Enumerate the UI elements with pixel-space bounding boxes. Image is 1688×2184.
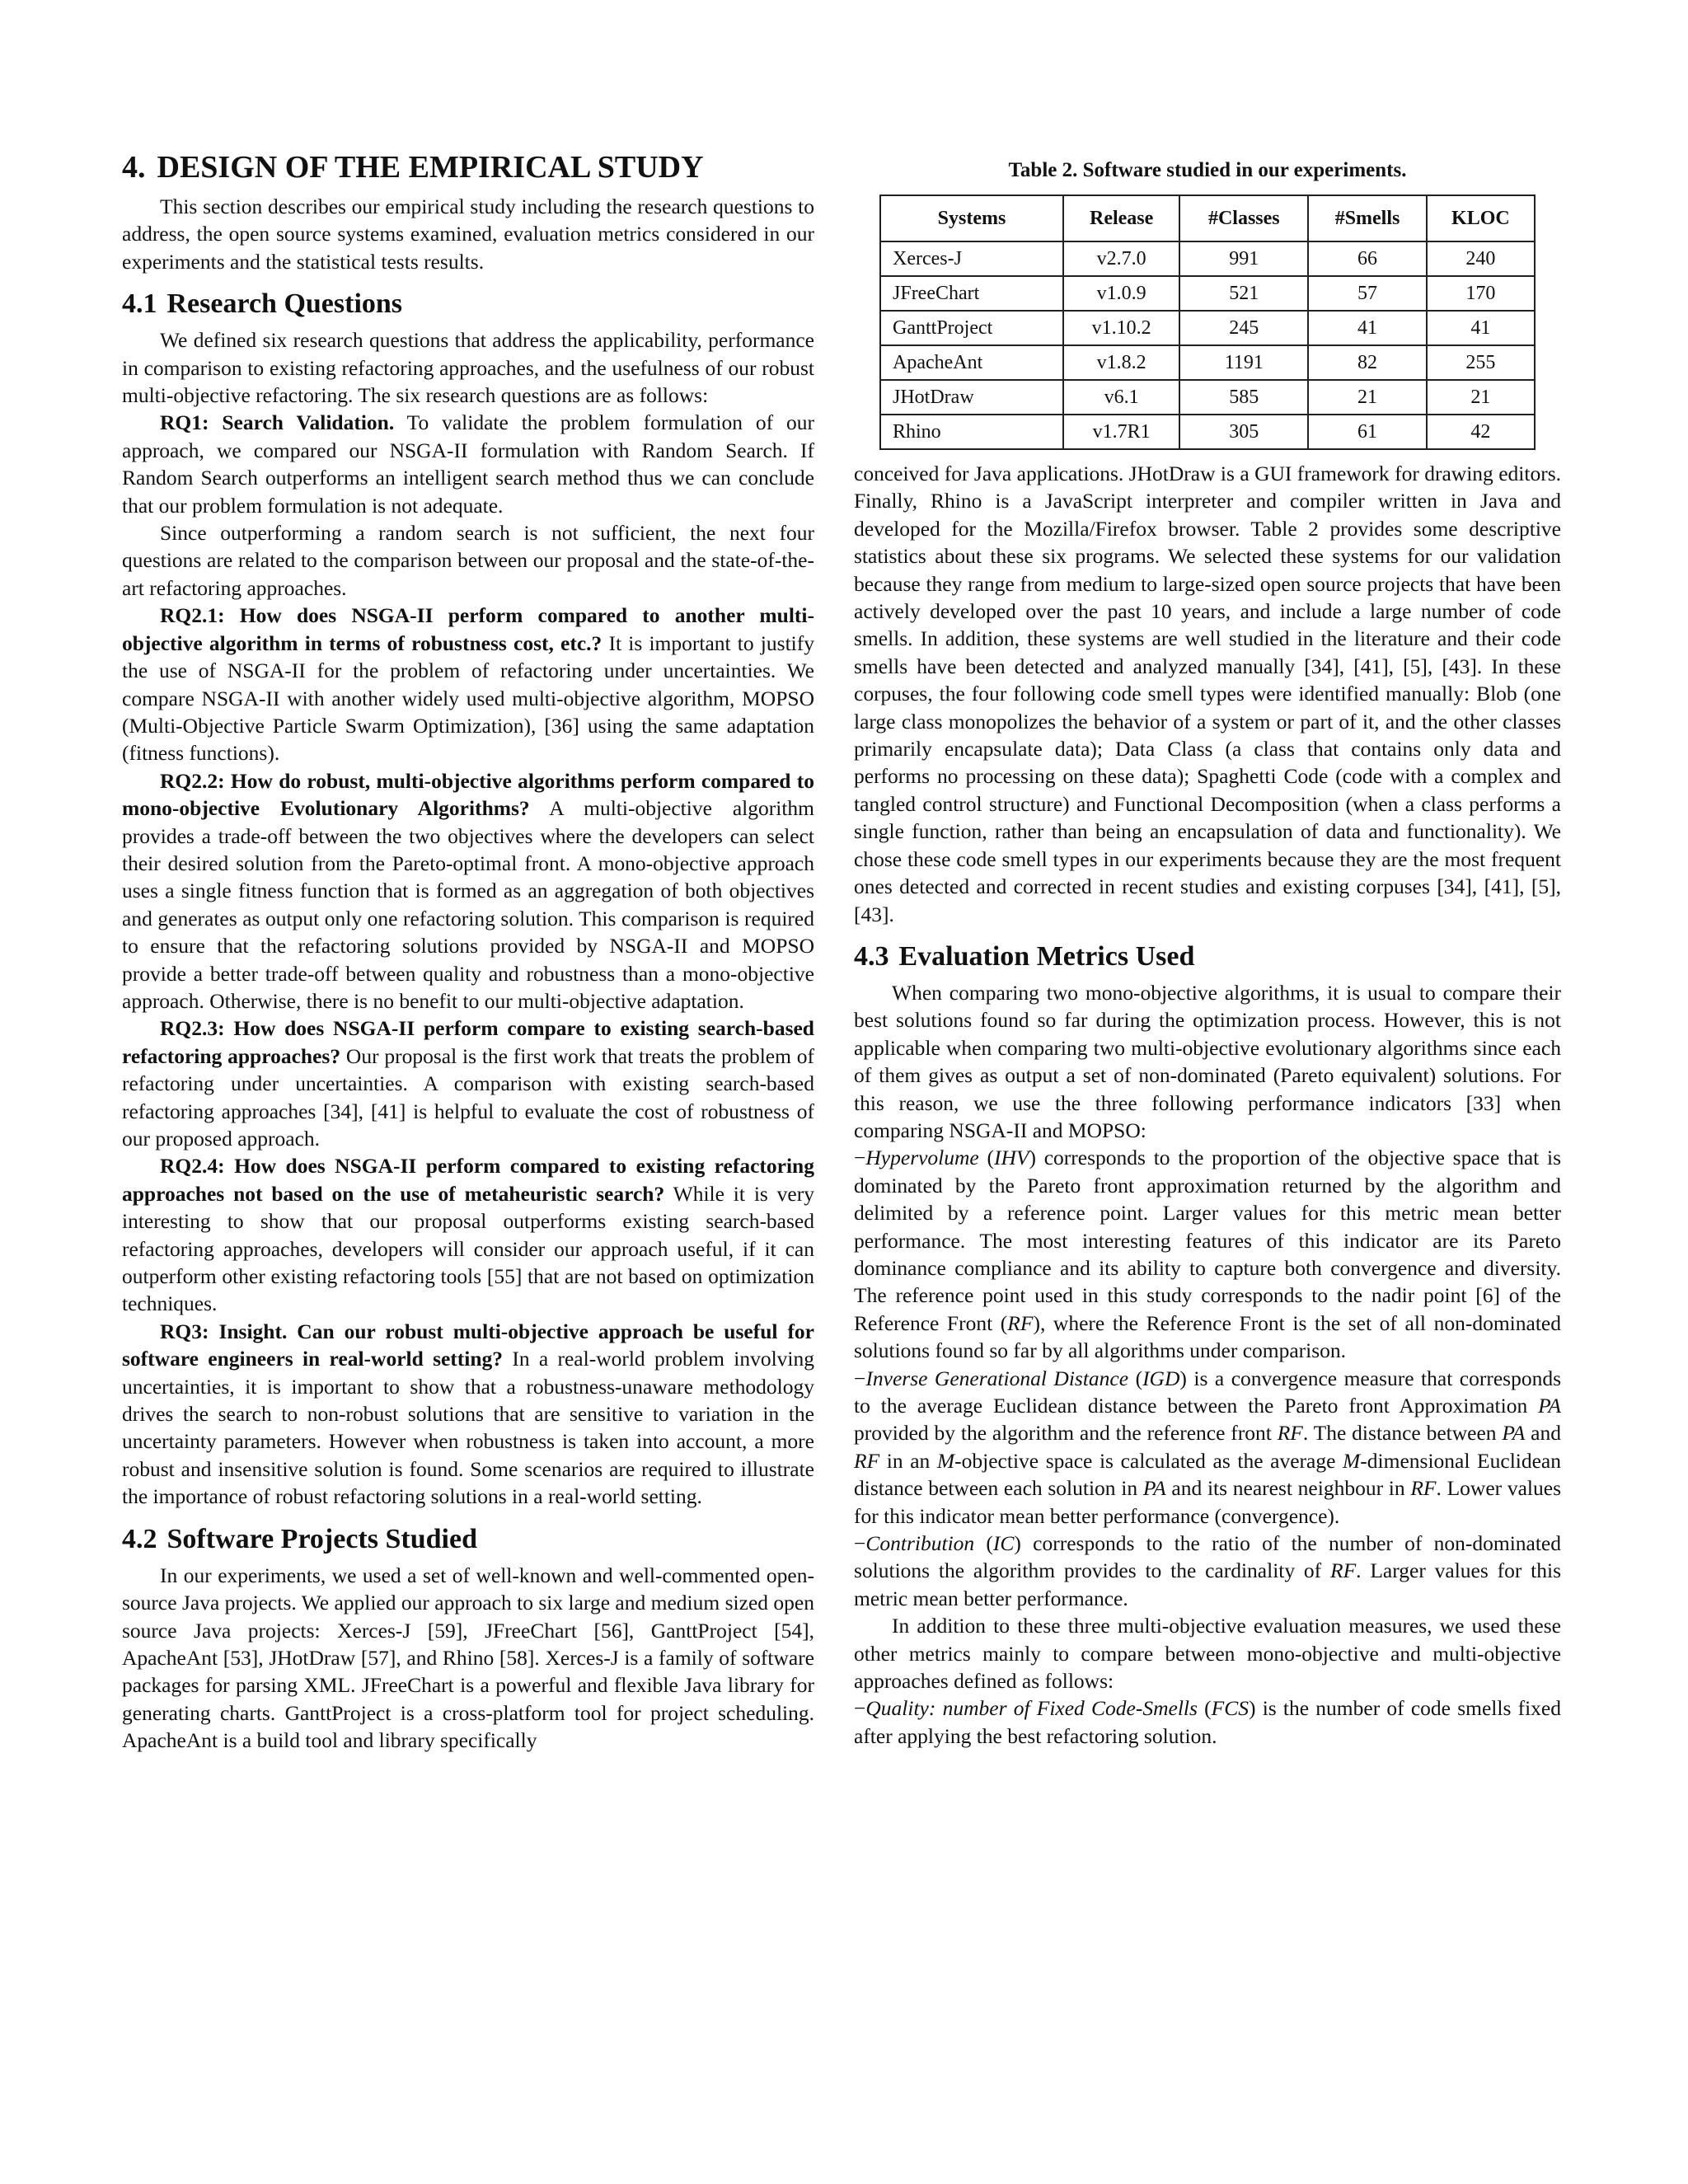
table-row (880, 415, 1535, 449)
rq23-label: RQ2.3: How does NSGA-II perform compare to existing search-based refactoring approaches? (122, 1016, 814, 1068)
section-title: DESIGN OF THE EMPIRICAL STUDY (157, 150, 704, 185)
term: Quality: number of Fixed Code-Smells (865, 1696, 1198, 1721)
section-number: 4.2 (122, 1523, 157, 1554)
text: . The distance between (1302, 1421, 1503, 1446)
paragraph: In addition to these three multi-objective evaluation measures, we used these other metrics mainly to compare between mono-objective and multi-objective approaches defined as follows: (854, 1614, 1561, 1694)
contribution-item (854, 1530, 1561, 1612)
rq21-paragraph (122, 602, 814, 766)
rq24-label: RQ2.4: How does NSGA-II perform compared to existing refactoring approaches not based on the use of metaheuristic search? (122, 1154, 814, 1206)
table-cell: 82 (1308, 345, 1427, 380)
table-cell: v1.7R1 (1063, 415, 1179, 449)
table-cell: 57 (1308, 276, 1427, 311)
term: M (1343, 1448, 1361, 1473)
text: in an (879, 1448, 937, 1473)
rq1-label: RQ1: Search Validation. (160, 410, 395, 435)
text: ) corresponds to the proportion of the objective space that is dominated by the Pareto front approximation returned by the algorithm and delimited by a reference point. Larger values for this metric mean better performance. The most interesting features of this indicator are its Pareto dominance compliance and its ability to capture both convergence and diversity. The reference point used in this study corresponds to the nadir point [6] of the Reference Front ( (854, 1146, 1562, 1335)
dash: − (854, 1366, 866, 1390)
table-cell: 585 (1179, 380, 1308, 415)
text: and (1525, 1421, 1561, 1446)
rq23-paragraph (122, 1015, 814, 1152)
section-4-1-heading (122, 287, 814, 321)
rq1-text: To validate the problem formulation of our approach, we compared our NSGA-II formulation with Random Search. If Random Search outperforms an intelligent search method thus we can conclude that our problem formulation is not adequate. (122, 410, 814, 518)
term: RF (854, 1448, 880, 1473)
paragraph: When comparing two mono-objective algorithms, it is usual to compare their best solutions found so far during the optimization process. However, this is not applicable when comparing two multi-objective evolutionary algorithms since each of them gives as output a set of non-dominated (Pareto equivalent) solutions. For this reason, we use the three following performance indicators [33] when comparing NSGA-II and MOPSO: (854, 980, 1561, 1142)
term: PA (1502, 1421, 1526, 1446)
software-table (879, 194, 1536, 450)
rq21-label: RQ2.1: How does NSGA-II perform compared to another multi-objective algorithm in terms of robustness cost, etc.? (122, 603, 814, 655)
table-cell: 42 (1427, 415, 1535, 449)
paragraph: conceived for Java applications. JHotDraw is a GUI framework for drawing editors. Finally, Rhino is a JavaScript interpreter and compiler written in Java and developed for the Mozilla/Firefox browser. Table 2 provides some descriptive statistics about these six programs. We selected these systems for our validation because they range from medium to large-sized open source projects that have been actively developed over the past 10 years, and include a large number of code smells. In addition, these systems are well studied in the literature and their code smells have been detected and analyzed manually [34], [41], [5], [43]. In these corpuses, the four following code smell types were identified manually: Blob (one large class monopolizes the behavior of a system or part of it, and the other classes primarily encapsulate data); Data Class (a class that contains only data and performs no processing on these data); Spaghetti Code (code with a complex and tangled control structure) and Functional Decomposition (when a class performs a single function, rather than being an encapsulation of data and functionality). We chose these code smell types in our experiments because they are the most frequent ones detected and corrected in recent studies and existing corpuses [34], [41], [5], [43]. (854, 462, 1561, 926)
rq21-text: It is important to justify the use of NSGA-II for the problem of refactoring under uncertainties. We compare NSGA-II with another widely used multi-objective algorithm, MOPSO (Multi-Objective Particle Swarm Optimization), [36] using the same adaptation (fitness functions). (122, 630, 814, 766)
table-cell: v6.1 (1063, 380, 1179, 415)
table-row (880, 345, 1535, 380)
table-cell: Xerces-J (880, 241, 1063, 276)
left-column (122, 148, 814, 1755)
text: ), where the Reference Front is the set of all non-dominated solutions found so far by all algorithms under comparison. (854, 1310, 1561, 1363)
section-title: Evaluation Metrics Used (898, 940, 1195, 972)
table-header-cell: KLOC (1427, 195, 1535, 241)
table-cell: 255 (1427, 345, 1535, 380)
rq3-text: In a real-world problem involving uncertainties, it is important to show that a robustness-unaware methodology drives the search to non-robust solutions that are sensitive to variation in the uncertainty parameters. However when robustness is taken into account, a more robust and insensitive solution is found. Some scenarios are required to illustrate the importance of robust refactoring solutions in a real-world setting. (122, 1347, 814, 1509)
paragraph: We defined six research questions that address the applicability, performance in comparison to existing refactoring approaches, and the usefulness of our robust multi-objective refactoring. The six research questions are as follows: (122, 328, 814, 408)
rq3-paragraph (122, 1318, 814, 1511)
right-column (854, 158, 1561, 1750)
table-row (880, 311, 1535, 345)
table-cell: JFreeChart (880, 276, 1063, 311)
table-header-cell: Systems (880, 195, 1063, 241)
table-header-cell: #Classes (1179, 195, 1308, 241)
term: Contribution (865, 1531, 975, 1556)
table-cell: v1.8.2 (1063, 345, 1179, 380)
table-cell: 240 (1427, 241, 1535, 276)
section-number: 4.1 (122, 288, 157, 320)
text: ) is the number of code smells fixed after applying the best refactoring solution. (854, 1696, 1561, 1748)
table-cell: 66 (1308, 241, 1427, 276)
term: PA (1538, 1394, 1561, 1418)
table-cell: 521 (1179, 276, 1308, 311)
dash: − (854, 1531, 866, 1556)
igd-item (854, 1365, 1561, 1530)
rq24-paragraph (122, 1152, 814, 1317)
text: provided by the algorithm and the reference front (854, 1421, 1278, 1446)
term: RF (1330, 1558, 1357, 1583)
rq24-text: While it is very interesting to show that our proposal outperforms existing search-based refactoring approaches, developers will consider our approach useful, if it can outperform other existing refactoring tools [55] that are not based on optimization techniques. (122, 1181, 814, 1316)
table-cell: 1191 (1179, 345, 1308, 380)
table-caption: Table 2. Software studied in our experiments. (1008, 159, 1407, 181)
term: IHV (994, 1146, 1029, 1170)
rq23-text: Our proposal is the first work that treats the problem of refactoring under uncertainties. A comparison with existing search-based refactoring approaches [34], [41] is helpful to evaluate the cost of robustness of our proposed approach. (122, 1043, 814, 1151)
dash: − (854, 1146, 866, 1170)
term: IC (992, 1531, 1015, 1556)
table-cell: v1.10.2 (1063, 311, 1179, 345)
text: ( (978, 1146, 995, 1170)
text: . Lower values for this indicator mean better performance (convergence). (854, 1476, 1562, 1528)
rq22-paragraph (122, 767, 814, 1015)
table-header-cell: #Smells (1308, 195, 1427, 241)
text: -dimensional Euclidean distance between each solution in (854, 1448, 1562, 1501)
dash: − (854, 1696, 866, 1721)
section-4-2-heading (122, 1522, 814, 1557)
term: RF (1277, 1421, 1303, 1446)
paragraph: In our experiments, we used a set of well-known and well-commented open-source Java projects. We applied our approach to six large and medium sized open source Java projects: Xerces-J [59], JFreeChart [56], GanttProject [54], ApacheAnt [53], JHotDraw [57], and Rhino [58]. Xerces-J is a family of software packages for parsing XML. JFreeChart is a powerful and flexible Java library for generating charts. GanttProject is a cross-platform tool for project scheduling. ApacheAnt is a build tool and library specifically (122, 1563, 814, 1753)
table-cell: 991 (1179, 241, 1308, 276)
table-cell: ApacheAnt (880, 345, 1063, 380)
fcs-item (854, 1694, 1561, 1750)
table-cell: Rhino (880, 415, 1063, 449)
rq1-paragraph (122, 409, 814, 519)
text: -objective space is calculated as the average (954, 1448, 1343, 1473)
table-row (880, 380, 1535, 415)
table-row (880, 276, 1535, 311)
table-cell: 245 (1179, 311, 1308, 345)
table-header-row (880, 195, 1535, 241)
text: ) corresponds to the ratio of the number of non-dominated solutions the algorithm provides to the cardinality of (854, 1531, 1561, 1583)
text: . Larger values for this metric mean better performance. (854, 1558, 1561, 1610)
table-cell: v2.7.0 (1063, 241, 1179, 276)
text: ( (1128, 1366, 1143, 1390)
section-4-heading (122, 148, 814, 186)
hypervolume-item (854, 1144, 1561, 1364)
text: and its nearest neighbour in (1165, 1476, 1411, 1501)
text: ( (974, 1531, 993, 1556)
term: FCS (1211, 1696, 1249, 1721)
paragraph: Since outperforming a random search is not sufficient, the next four questions are related to the comparison between our proposal and the state-of-the-art refactoring approaches. (122, 521, 814, 600)
section-number: 4. (122, 150, 146, 185)
section-title: Software Projects Studied (166, 1523, 477, 1554)
rq22-label: RQ2.2: How do robust, multi-objective algorithms perform compared to mono-objective Evolutionary Algorithms? (122, 768, 814, 821)
term: RF (1410, 1476, 1437, 1501)
table-cell: 170 (1427, 276, 1535, 311)
table-cell: 41 (1308, 311, 1427, 345)
term: RF (1007, 1310, 1034, 1335)
rq3-label: RQ3: Insight. Can our robust multi-objective approach be useful for software engineers in real-world setting? (122, 1319, 814, 1371)
table-cell: 61 (1308, 415, 1427, 449)
table-header-cell: Release (1063, 195, 1179, 241)
section-4-intro: This section describes our empirical study including the research questions to address, the open source systems examined, evaluation metrics considered in our experiments and the statistical tests results. (122, 194, 814, 274)
term: IGD (1142, 1366, 1180, 1390)
text: ( (1197, 1696, 1212, 1721)
term: Inverse Generational Distance (865, 1366, 1129, 1390)
table-cell: 305 (1179, 415, 1308, 449)
table-cell: 41 (1427, 311, 1535, 345)
term: M (936, 1448, 955, 1473)
table-cell: v1.0.9 (1063, 276, 1179, 311)
table-cell: 21 (1427, 380, 1535, 415)
table-cell: GanttProject (880, 311, 1063, 345)
table-cell: 21 (1308, 380, 1427, 415)
table-row (880, 241, 1535, 276)
section-title: Research Questions (166, 288, 403, 320)
table-cell: JHotDraw (880, 380, 1063, 415)
text: ) is a convergence measure that corresponds to the average Euclidean distance between the Pareto front Approximation (854, 1366, 1561, 1418)
term: Hypervolume (865, 1146, 979, 1170)
term: PA (1142, 1476, 1166, 1501)
rq22-text: A multi-objective algorithm provides a trade-off between the two objectives where the developers can select their desired solution from the Pareto-optimal front. A mono-objective approach uses a single fitness function that is formed as an aggregation of both objectives and generates as output only one refactoring solution. This comparison is required to ensure that the refactoring solutions provided by NSGA-II and MOPSO provide a better trade-off between quality and robustness than a mono-objective approach. Otherwise, there is no benefit to our multi-objective adaptation. (122, 796, 814, 1013)
section-4-3-heading (854, 940, 1561, 974)
section-number: 4.3 (854, 940, 889, 972)
